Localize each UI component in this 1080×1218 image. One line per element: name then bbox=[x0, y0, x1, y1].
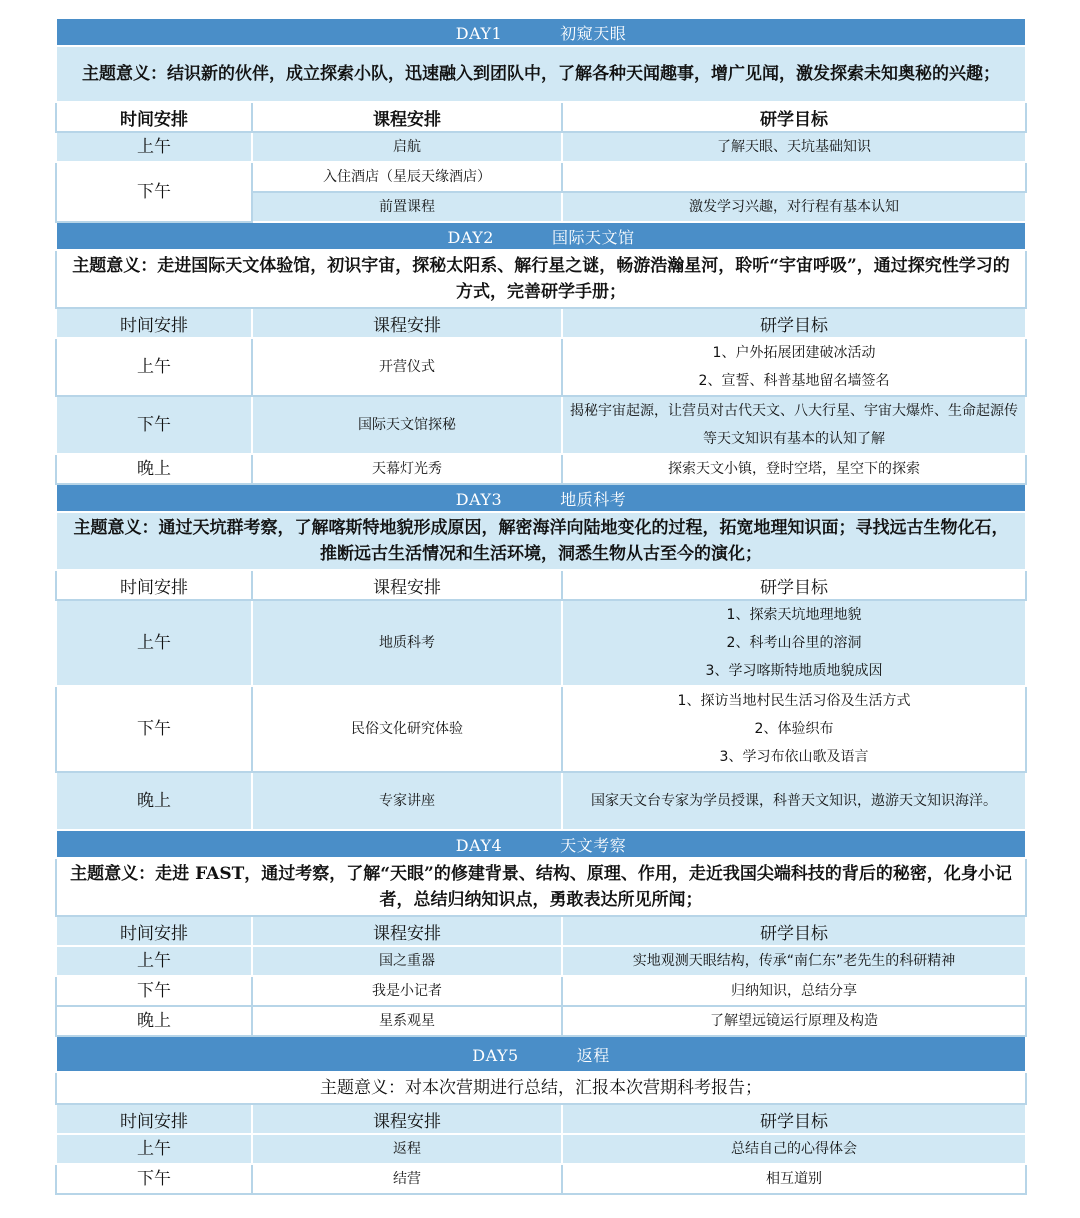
table-row bbox=[56, 132, 1026, 162]
course-cell: 开营仪式 bbox=[252, 338, 562, 396]
day-title: 国际天文馆 bbox=[551, 227, 635, 247]
period-cell: 上午 bbox=[56, 600, 252, 686]
schedule-table bbox=[55, 17, 1027, 1195]
course-cell: 国际天文馆探秘 bbox=[252, 396, 562, 454]
period-cell: 下午 bbox=[56, 976, 252, 1006]
column-header-row bbox=[56, 570, 1026, 600]
day-label: DAY5 bbox=[472, 1045, 519, 1065]
table-row bbox=[56, 454, 1026, 484]
goal-cell bbox=[562, 338, 1026, 396]
day-header bbox=[56, 1036, 1026, 1072]
course-cell: 民俗文化研究体验 bbox=[252, 686, 562, 772]
day-header bbox=[56, 222, 1026, 250]
table-row bbox=[56, 1006, 1026, 1036]
header-goal: 研学目标 bbox=[562, 308, 1026, 338]
day-label: DAY1 bbox=[455, 23, 503, 43]
period-cell: 上午 bbox=[56, 338, 252, 396]
table-row bbox=[56, 772, 1026, 830]
day-header bbox=[56, 18, 1026, 46]
goal-cell bbox=[562, 600, 1026, 686]
period-cell: 下午 bbox=[56, 396, 252, 454]
goal-cell: 揭秘宇宙起源，让营员对古代天文、八大行星、宇宙大爆炸、生命起源传等天文知识有基本的认知了解 bbox=[562, 396, 1026, 454]
goal-cell bbox=[562, 686, 1026, 772]
course-cell: 前置课程 bbox=[252, 192, 562, 222]
goal-line: 3、学习布依山歌及语言 bbox=[719, 749, 869, 765]
goal-line: 1、探访当地村民生活习俗及生活方式 bbox=[677, 693, 911, 709]
theme-text: 主题意义：走进 FAST，通过考察，了解“天眼”的修建背景、结构、原理、作用，走近我国尖端科技的背后的秘密，化身小记者，总结归纳知识点，勇敢表达所见所闻； bbox=[70, 864, 1012, 910]
course-cell: 地质科考 bbox=[252, 600, 562, 686]
goal-cell: 总结自己的心得体会 bbox=[562, 1134, 1026, 1164]
column-header-row bbox=[56, 308, 1026, 338]
header-time: 时间安排 bbox=[56, 308, 252, 338]
theme-text: 主题意义：结识新的伙伴，成立探索小队，迅速融入到团队中，了解各种天闻趣事，增广见闻，激发探索未知奥秘的兴趣； bbox=[82, 64, 1000, 84]
goal-cell: 了解望远镜运行原理及构造 bbox=[562, 1006, 1026, 1036]
column-header-row bbox=[56, 102, 1026, 132]
course-cell: 返程 bbox=[252, 1134, 562, 1164]
goal-line: 2、科考山谷里的溶洞 bbox=[726, 635, 862, 651]
header-time: 时间安排 bbox=[56, 1104, 252, 1134]
theme-text: 主题意义：通过天坑群考察，了解喀斯特地貌形成原因，解密海洋向陆地变化的过程，拓宽地理知识面；寻找远古生物化石，推断远古生活情况和生活环境，洞悉生物从古至今的演化； bbox=[73, 518, 1009, 564]
period-cell: 上午 bbox=[56, 132, 252, 162]
header-goal: 研学目标 bbox=[562, 570, 1026, 600]
course-cell: 专家讲座 bbox=[252, 772, 562, 830]
day-title: 天文考察 bbox=[560, 835, 627, 855]
course-cell: 天幕灯光秀 bbox=[252, 454, 562, 484]
period-cell: 下午 bbox=[56, 1164, 252, 1194]
goal-cell bbox=[562, 162, 1026, 192]
goal-cell: 国家天文台专家为学员授课，科普天文知识，遨游天文知识海洋。 bbox=[562, 772, 1026, 830]
theme-text: 主题意义：走进国际天文体验馆，初识宇宙，探秘太阳系、解行星之谜，畅游浩瀚星河，聆听“宇宙呼吸”，通过探究性学习的方式，完善研学手册； bbox=[72, 256, 1010, 302]
course-cell: 入住酒店（星辰天缘酒店） bbox=[252, 162, 562, 192]
course-cell: 结营 bbox=[252, 1164, 562, 1194]
day-label: DAY4 bbox=[455, 835, 503, 855]
course-cell: 国之重器 bbox=[252, 946, 562, 976]
goal-line: 1、探索天坑地理地貌 bbox=[726, 607, 862, 623]
header-course: 课程安排 bbox=[252, 570, 562, 600]
header-goal: 研学目标 bbox=[562, 916, 1026, 946]
goal-line: 2、体验织布 bbox=[754, 721, 834, 737]
table-row bbox=[56, 162, 1026, 192]
period-cell: 下午 bbox=[56, 686, 252, 772]
table-row bbox=[56, 1134, 1026, 1164]
period-cell: 晚上 bbox=[56, 1006, 252, 1036]
theme-row bbox=[56, 1072, 1026, 1104]
header-course: 课程安排 bbox=[252, 308, 562, 338]
header-course: 课程安排 bbox=[252, 102, 562, 132]
day-title: 返程 bbox=[576, 1045, 610, 1065]
table-row bbox=[56, 338, 1026, 396]
header-time: 时间安排 bbox=[56, 570, 252, 600]
table-row bbox=[56, 600, 1026, 686]
table-row bbox=[56, 686, 1026, 772]
goal-cell: 激发学习兴趣，对行程有基本认知 bbox=[562, 192, 1026, 222]
header-time: 时间安排 bbox=[56, 916, 252, 946]
goal-cell: 归纳知识，总结分享 bbox=[562, 976, 1026, 1006]
goal-cell: 了解天眼、天坑基础知识 bbox=[562, 132, 1026, 162]
goal-cell: 相互道别 bbox=[562, 1164, 1026, 1194]
table-row bbox=[56, 976, 1026, 1006]
course-cell: 启航 bbox=[252, 132, 562, 162]
goal-line: 3、学习喀斯特地质地貌成因 bbox=[705, 663, 883, 679]
goal-cell: 实地观测天眼结构，传承“南仁东”老先生的科研精神 bbox=[562, 946, 1026, 976]
theme-row bbox=[56, 46, 1026, 102]
period-cell: 上午 bbox=[56, 1134, 252, 1164]
theme-row bbox=[56, 512, 1026, 570]
column-header-row bbox=[56, 1104, 1026, 1134]
day-header bbox=[56, 484, 1026, 512]
theme-row bbox=[56, 250, 1026, 308]
period-cell: 晚上 bbox=[56, 454, 252, 484]
header-course: 课程安排 bbox=[252, 1104, 562, 1134]
goal-line: 2、宣誓、科普基地留名墙签名 bbox=[698, 373, 890, 389]
table-row bbox=[56, 946, 1026, 976]
goal-line: 1、户外拓展团建破冰活动 bbox=[712, 345, 876, 361]
header-course: 课程安排 bbox=[252, 916, 562, 946]
theme-text: 主题意义：对本次营期进行总结，汇报本次营期科考报告； bbox=[320, 1078, 762, 1098]
day-label: DAY2 bbox=[447, 227, 494, 247]
period-cell: 晚上 bbox=[56, 772, 252, 830]
day-header bbox=[56, 830, 1026, 858]
table-row bbox=[56, 1164, 1026, 1194]
table-row bbox=[56, 396, 1026, 454]
header-goal: 研学目标 bbox=[562, 102, 1026, 132]
day-title: 地质科考 bbox=[560, 489, 627, 509]
goal-cell: 探索天文小镇，登时空塔，星空下的探索 bbox=[562, 454, 1026, 484]
day-label: DAY3 bbox=[455, 489, 503, 509]
header-time: 时间安排 bbox=[56, 102, 252, 132]
period-cell: 下午 bbox=[56, 162, 252, 222]
header-goal: 研学目标 bbox=[562, 1104, 1026, 1134]
course-cell: 星系观星 bbox=[252, 1006, 562, 1036]
theme-row bbox=[56, 858, 1026, 916]
column-header-row bbox=[56, 916, 1026, 946]
course-cell: 我是小记者 bbox=[252, 976, 562, 1006]
period-cell: 上午 bbox=[56, 946, 252, 976]
day-title: 初窥天眼 bbox=[560, 23, 627, 43]
